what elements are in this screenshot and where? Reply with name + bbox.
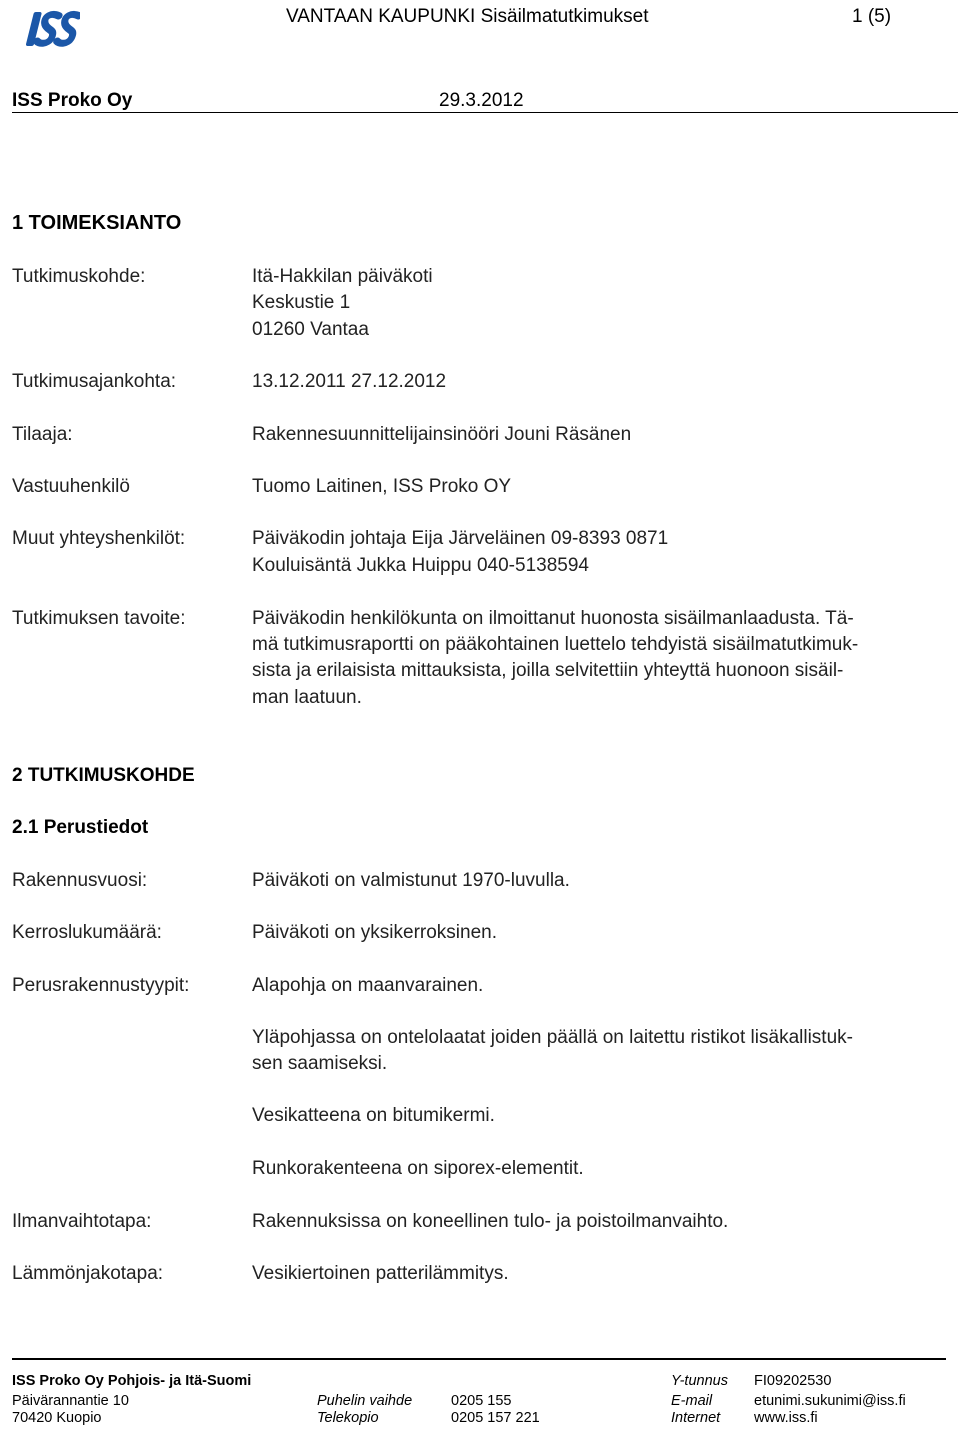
- label-perusrakennustyypit: Perusrakennustyypit:: [12, 975, 190, 996]
- value-ylapohja-line2: sen saamiseksi.: [252, 1053, 388, 1074]
- value-muut-yhteyshenkilot-line1: Päiväkodin johtaja Eija Järveläinen 09-8393 0871: [252, 528, 669, 549]
- label-ilmanvaihtotapa: Ilmanvaihtotapa:: [12, 1211, 152, 1232]
- label-tutkimuskohde: Tutkimuskohde:: [12, 266, 146, 287]
- value-tavoite-line1: Päiväkodin henkilökunta on ilmoittanut huonosta sisäilmanlaadusta. Tä-: [252, 608, 854, 629]
- footer-email-label: E-mail: [671, 1393, 713, 1409]
- company-name: ISS Proko Oy: [12, 90, 133, 111]
- value-tutkimuskohde-line2: Keskustie 1: [252, 292, 351, 313]
- footer-internet-label: Internet: [671, 1410, 721, 1426]
- footer-phone: 0205 155: [451, 1393, 512, 1409]
- value-ylapohja-line1: Yläpohjassa on ontelolaatat joiden päällä on laitettu ristikot lisäkallistuk-: [252, 1027, 853, 1048]
- value-tavoite-line4: man laatuun.: [252, 687, 362, 708]
- value-muut-yhteyshenkilot-line2: Kouluisäntä Jukka Huippu 040-5138594: [252, 555, 589, 576]
- label-tilaaja: Tilaaja:: [12, 424, 73, 445]
- value-tavoite-line3: sista ja erilaisista mittauksista, joilla selvitettiin yhteyttä huonoon sisäil-: [252, 660, 844, 681]
- footer-company: ISS Proko Oy Pohjois- ja Itä-Suomi: [12, 1373, 252, 1389]
- label-rakennusvuosi: Rakennusvuosi:: [12, 870, 148, 891]
- label-kerroslukumaara: Kerroslukumäärä:: [12, 922, 162, 943]
- footer-ytunnus: FI09202530: [754, 1373, 832, 1389]
- page-number: 1 (5): [852, 6, 892, 27]
- value-runkorakenne: Runkorakenteena on siporex-elementit.: [252, 1158, 584, 1179]
- value-vesikate: Vesikatteena on bitumikermi.: [252, 1105, 495, 1126]
- label-tutkimusajankohta: Tutkimusajankohta:: [12, 371, 177, 392]
- value-tutkimuskohde-line3: 01260 Vantaa: [252, 319, 369, 340]
- label-vastuuhenkilo: Vastuuhenkilö: [12, 476, 130, 497]
- value-rakennusvuosi: Päiväkoti on valmistunut 1970-luvulla.: [252, 870, 570, 891]
- footer-website[interactable]: www.iss.fi: [754, 1410, 818, 1426]
- value-tutkimuskohde-line1: Itä-Hakkilan päiväkoti: [252, 266, 433, 287]
- footer-email[interactable]: etunimi.sukunimi@iss.fi: [754, 1393, 906, 1409]
- footer-phone-label: Puhelin vaihde: [317, 1393, 413, 1409]
- document-title: VANTAAN KAUPUNKI Sisäilmatutkimukset: [286, 6, 649, 27]
- label-lammonjakotapa: Lämmönjakotapa:: [12, 1263, 164, 1284]
- label-muut-yhteyshenkilot: Muut yhteyshenkilöt:: [12, 528, 186, 549]
- footer-fax-label: Telekopio: [317, 1410, 379, 1426]
- value-ilmanvaihtotapa: Rakennuksissa on koneellinen tulo- ja poistoilmanvaihto.: [252, 1211, 729, 1232]
- value-kerroslukumaara: Päiväkoti on yksikerroksinen.: [252, 922, 497, 943]
- value-perusrakennustyypit: Alapohja on maanvarainen.: [252, 975, 484, 996]
- footer-divider: [12, 1358, 946, 1360]
- document-date: 29.3.2012: [439, 90, 524, 111]
- footer-address-street: Päivärannantie 10: [12, 1393, 129, 1409]
- iss-logo: [22, 4, 80, 52]
- value-tutkimusajankohta: 13.12.2011 27.12.2012: [252, 371, 447, 392]
- footer-ytunnus-label: Y-tunnus: [671, 1373, 728, 1389]
- section-heading-toimeksianto: 1 TOIMEKSIANTO: [12, 212, 182, 234]
- subheading-perustiedot: 2.1 Perustiedot: [12, 817, 149, 838]
- header-divider: [12, 112, 958, 113]
- label-tutkimuksen-tavoite: Tutkimuksen tavoite:: [12, 608, 186, 629]
- footer-fax: 0205 157 221: [451, 1410, 540, 1426]
- section-heading-tutkimuskohde: 2 TUTKIMUSKOHDE: [12, 765, 195, 786]
- value-lammonjakotapa: Vesikiertoinen patterilämmitys.: [252, 1263, 509, 1284]
- footer-address-city: 70420 Kuopio: [12, 1410, 102, 1426]
- value-tilaaja: Rakennesuunnittelijainsinööri Jouni Räsänen: [252, 424, 632, 445]
- value-vastuuhenkilo: Tuomo Laitinen, ISS Proko OY: [252, 476, 512, 497]
- value-tavoite-line2: mä tutkimusraportti on pääkohtainen luettelo tehdyistä sisäilmatutkimuk-: [252, 634, 859, 655]
